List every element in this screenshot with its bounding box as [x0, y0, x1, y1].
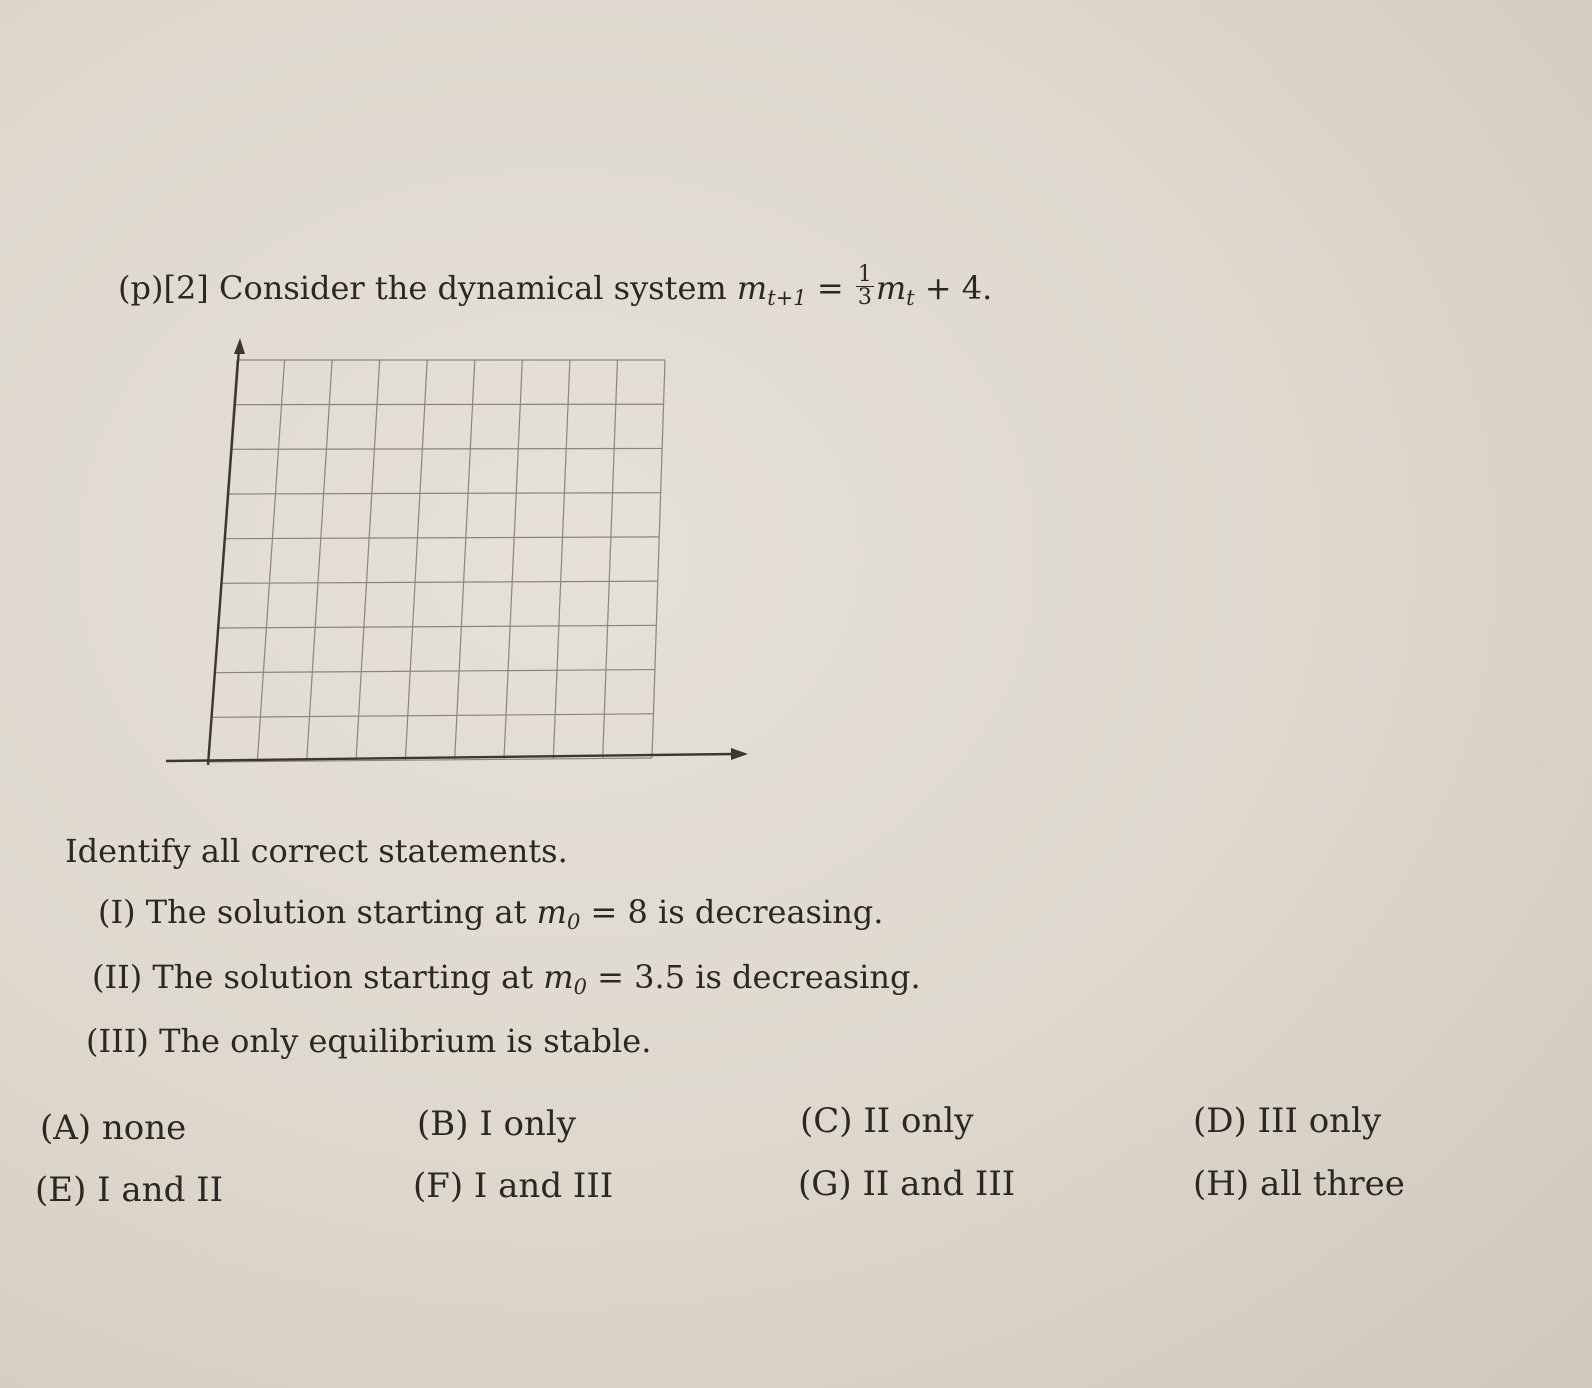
x-axis-arrow-icon — [731, 748, 748, 760]
statement-1-suffix: = 8 is decreasing. — [580, 893, 884, 931]
grid-horizontal-line — [221, 581, 658, 583]
blank-graph-grid — [160, 330, 760, 780]
statement-3-text: (III) The only equilibrium is stable. — [86, 1022, 652, 1060]
grid-vertical-line — [307, 360, 332, 761]
grid-vertical-line — [652, 360, 665, 758]
problem-statement — [118, 262, 993, 313]
statement-2 — [92, 958, 921, 999]
choice-e: (E) I and II — [35, 1170, 223, 1210]
choice-g: (G) II and III — [798, 1164, 1016, 1204]
choice-a: (A) none — [40, 1108, 187, 1148]
grid-vertical-line — [405, 360, 427, 760]
question-prompt: Identify all correct statements. — [65, 832, 568, 870]
lhs-subscript: t+1 — [767, 286, 807, 310]
statement-1-subscript: 0 — [566, 910, 581, 934]
choice-b: (B) I only — [417, 1104, 577, 1144]
statement-2-variable: m — [543, 958, 574, 996]
statement-3 — [86, 1022, 651, 1060]
rhs-subscript: t — [906, 286, 915, 310]
statement-2-suffix: = 3.5 is decreasing. — [587, 958, 921, 996]
fraction-numerator: 1 — [857, 262, 872, 287]
statement-1-text: (I) The solution starting at — [98, 893, 537, 931]
grid-lines — [208, 360, 665, 762]
rhs-variable: m — [875, 269, 907, 307]
fraction — [856, 264, 874, 309]
grid-horizontal-line — [231, 448, 663, 449]
y-axis-arrow-icon — [234, 338, 245, 354]
lhs-variable: m — [736, 269, 768, 307]
grid-horizontal-line — [227, 493, 660, 494]
y-axis — [208, 348, 239, 765]
grid-horizontal-line — [224, 537, 659, 539]
problem-label: (p)[2] Consider the dynamical system — [118, 269, 737, 307]
grid-horizontal-line — [211, 714, 653, 718]
statement-1-variable: m — [536, 893, 567, 931]
grid-vertical-line — [257, 360, 284, 762]
statement-2-text: (II) The solution starting at — [92, 958, 544, 996]
grid-vertical-line — [553, 360, 570, 759]
statement-2-subscript: 0 — [573, 975, 587, 999]
grid-horizontal-line — [214, 670, 654, 673]
grid-vertical-line — [455, 360, 475, 760]
choice-h: (H) all three — [1193, 1164, 1405, 1204]
grid-vertical-line — [356, 360, 380, 761]
choice-c: (C) II only — [800, 1101, 974, 1141]
statement-1 — [98, 893, 883, 934]
choice-f: (F) I and III — [413, 1166, 614, 1206]
equals-sign: = — [806, 269, 854, 307]
rhs-tail: + 4. — [914, 269, 993, 307]
choice-d: (D) III only — [1193, 1101, 1382, 1141]
grid-vertical-line — [504, 360, 522, 759]
fraction-denominator: 3 — [857, 285, 872, 310]
grid-vertical-line — [603, 360, 618, 758]
grid-horizontal-line — [218, 625, 657, 628]
